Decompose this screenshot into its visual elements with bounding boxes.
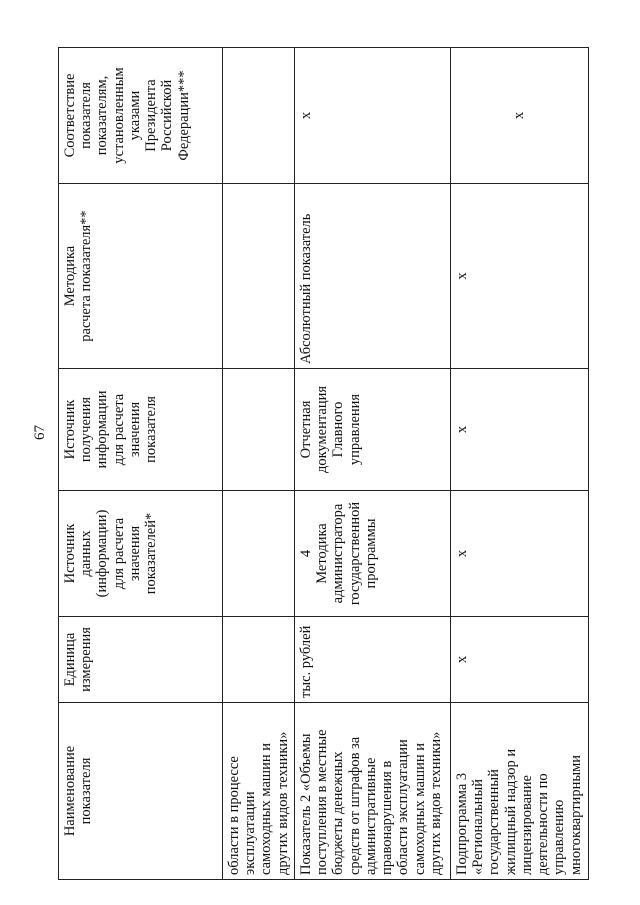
header-info-source: Источник получения информации для расчета значения показателя	[59, 369, 223, 491]
row3-data-source: х	[450, 491, 588, 617]
row3-unit: х	[450, 617, 588, 703]
row2-info-source: Отчетная документация Главного управления	[294, 369, 450, 491]
header-data-source: Источник данных (информации) для расчета значения показателей*	[59, 491, 223, 617]
header-unit: Единица измерения	[59, 617, 223, 703]
row2-compliance: х	[294, 48, 450, 184]
header-indicator-name: Наименование показателя	[59, 703, 223, 880]
table-header-row	[59, 48, 223, 880]
row2-method: Абсолютный показатель	[294, 184, 450, 369]
table-row	[450, 48, 588, 880]
row3-name: Подпрограмма 3 «Региональный государственный жилищный надзор и лицензирование деятельности по управлению многоквартирными	[450, 703, 588, 880]
row1-method	[223, 184, 295, 369]
indicators-table	[58, 47, 589, 880]
row2-data-source: 4 Методика администратора государственной программы	[294, 491, 450, 617]
row2-name: Показатель 2 «Объемы поступления в местные бюджеты денежных средств от штрафов за административные правонарушения в области эксплуатации самоходных машин и других видов техники»	[294, 703, 450, 880]
row1-unit	[223, 617, 295, 703]
rotated-table-wrapper	[58, 48, 586, 880]
row3-compliance: х	[450, 48, 588, 184]
row1-data-source	[223, 491, 295, 617]
row1-info-source	[223, 369, 295, 491]
row2-unit: тыс. рублей	[294, 617, 450, 703]
row3-info-source: х	[450, 369, 588, 491]
row1-name: области в процессе эксплуатации самоходных машин и других видов техники»	[223, 703, 295, 880]
header-method: Методика расчета показателя**	[59, 184, 223, 369]
page-number: 67	[32, 425, 48, 440]
row1-compliance	[223, 48, 295, 184]
header-compliance: Соответствие показателя показателям, установленным указами Президента Российской Федерации***	[59, 48, 223, 184]
table-row	[223, 48, 295, 880]
row3-method: х	[450, 184, 588, 369]
table-row	[294, 48, 450, 880]
